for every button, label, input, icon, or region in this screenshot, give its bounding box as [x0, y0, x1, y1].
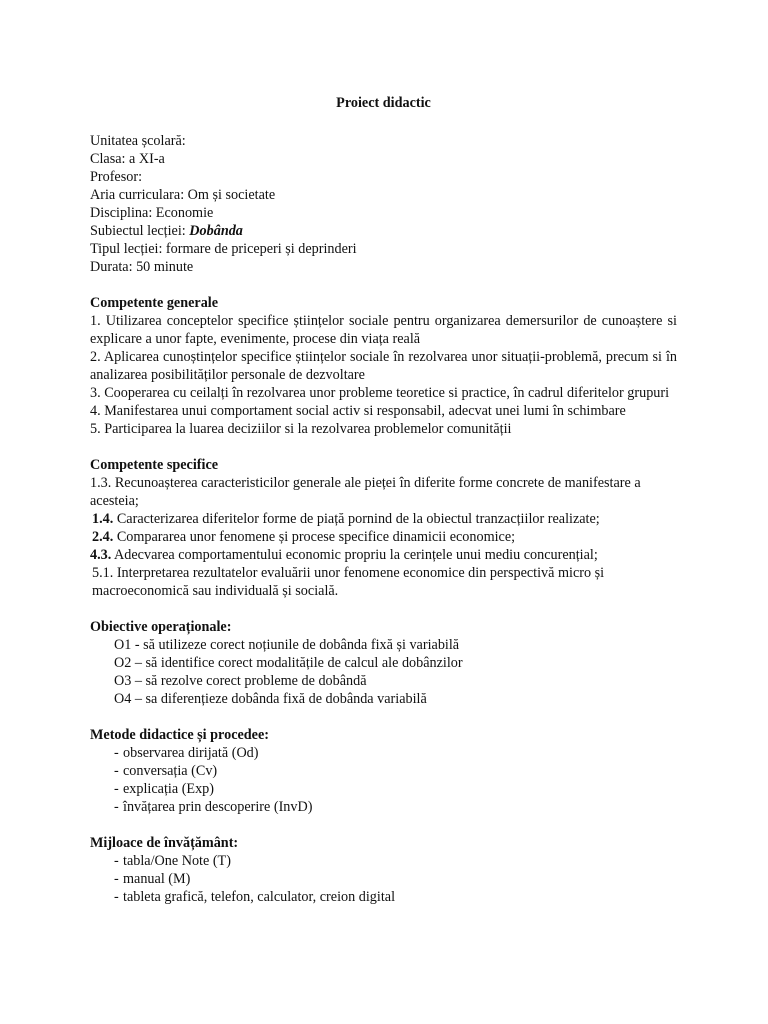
document-title: Proiect didactic	[336, 95, 431, 111]
competente-generale-heading: Competente generale	[90, 295, 219, 311]
mijloc-item: - tableta grafică, telefon, calculator, creion digital	[90, 888, 677, 906]
competenta-specifica-item	[90, 546, 677, 564]
mijloace-section	[90, 834, 677, 906]
mijloace-list	[90, 852, 677, 906]
mijloace-heading: Mijloace de învățământ:	[90, 835, 239, 851]
header-block	[90, 132, 677, 276]
competenta-number: 2.4.	[92, 529, 114, 545]
metoda-item: - observarea dirijată (Od)	[90, 744, 677, 762]
subiectul-lectiei	[90, 222, 677, 240]
competenta-text: Compararea unor fenomene și procese specifice dinamicii economice;	[113, 529, 516, 545]
competenta-generala-item: 4. Manifestarea unui comportament social activ si responsabil, adecvat unei lumi în schimbare	[90, 403, 626, 419]
metoda-item: - învățarea prin descoperire (InvD)	[90, 798, 677, 816]
profesor: Profesor:	[90, 169, 143, 185]
document-content	[90, 94, 677, 906]
obiectiv-item: O1 - să utilizeze corect noțiunile de dobânda fixă și variabilă	[114, 637, 460, 653]
competenta-generala-item: 2. Aplicarea cunoștințelor specifice științelor sociale în rezolvarea unor situații-problemă, precum si în analizarea posibilităților personale de dezvoltare	[90, 349, 677, 383]
clasa: Clasa: a XI-a	[90, 151, 165, 167]
obiective-section	[90, 618, 677, 708]
mijloc-item: - tabla/One Note (T)	[90, 852, 677, 870]
competenta-specifica-item: 1.3. Recunoașterea caracteristicilor generale ale pieței în diferite forme concrete de manifestare a acesteia;	[90, 475, 641, 509]
obiectiv-item: O3 – să rezolve corect probleme de dobândă	[114, 673, 367, 689]
mijloc-item: - manual (M)	[90, 870, 677, 888]
disciplina: Disciplina: Economie	[90, 205, 214, 221]
competenta-generala-item: 5. Participarea la luarea deciziilor si la rezolvarea problemelor comunității	[90, 421, 512, 437]
subiect-label: Subiectul lecției:	[90, 223, 190, 239]
aria-curriculara: Aria curriculara: Om și societate	[90, 187, 276, 203]
competenta-generala-item: 3. Cooperarea cu ceilalți în rezolvarea unor probleme teoretice si practice, în cadrul diferitelor grupuri	[90, 385, 670, 401]
competente-specifice-section	[90, 456, 677, 600]
tipul-lectiei: Tipul lecției: formare de priceperi și deprinderi	[90, 241, 357, 257]
durata: Durata: 50 minute	[90, 259, 194, 275]
competente-specifice-heading: Competente specifice	[90, 457, 219, 473]
competenta-specifica-item	[90, 528, 677, 546]
subiect-value: Dobânda	[189, 223, 243, 239]
competente-generale-section	[90, 294, 677, 438]
metode-heading: Metode didactice și procedee:	[90, 727, 269, 743]
competenta-number: 4.3.	[90, 547, 112, 563]
competenta-generala-item: 1. Utilizarea conceptelor specifice științelor sociale pentru organizarea demersurilor de cunoaștere si explicare a unor fapte, evenimente, procese din viața reală	[90, 313, 677, 347]
metoda-item: - conversația (Cv)	[90, 762, 677, 780]
competenta-specifica-item: 5.1. Interpretarea rezultatelor evaluării unor fenomene economice din perspectivă micro și macroeconomică sau individuală și socială.	[92, 565, 605, 599]
metode-list	[90, 744, 677, 816]
competenta-number: 1.4.	[92, 511, 114, 527]
competenta-text: Caracterizarea diferitelor forme de piață pornind de la obiectul tranzacțiilor realizate;	[113, 511, 600, 527]
metoda-item: - explicația (Exp)	[90, 780, 677, 798]
competenta-specifica-item	[90, 510, 677, 528]
obiective-heading: Obiective operaționale:	[90, 619, 232, 635]
unitatea-scolara: Unitatea școlară:	[90, 133, 186, 149]
obiectiv-item: O2 – să identifice corect modalitățile de calcul ale dobânzilor	[114, 655, 463, 671]
obiectiv-item: O4 – sa diferențieze dobânda fixă de dobânda variabilă	[114, 691, 427, 707]
metode-section	[90, 726, 677, 816]
competenta-text: Adecvarea comportamentului economic propriu la cerințele unui mediu concurențial;	[111, 547, 598, 563]
